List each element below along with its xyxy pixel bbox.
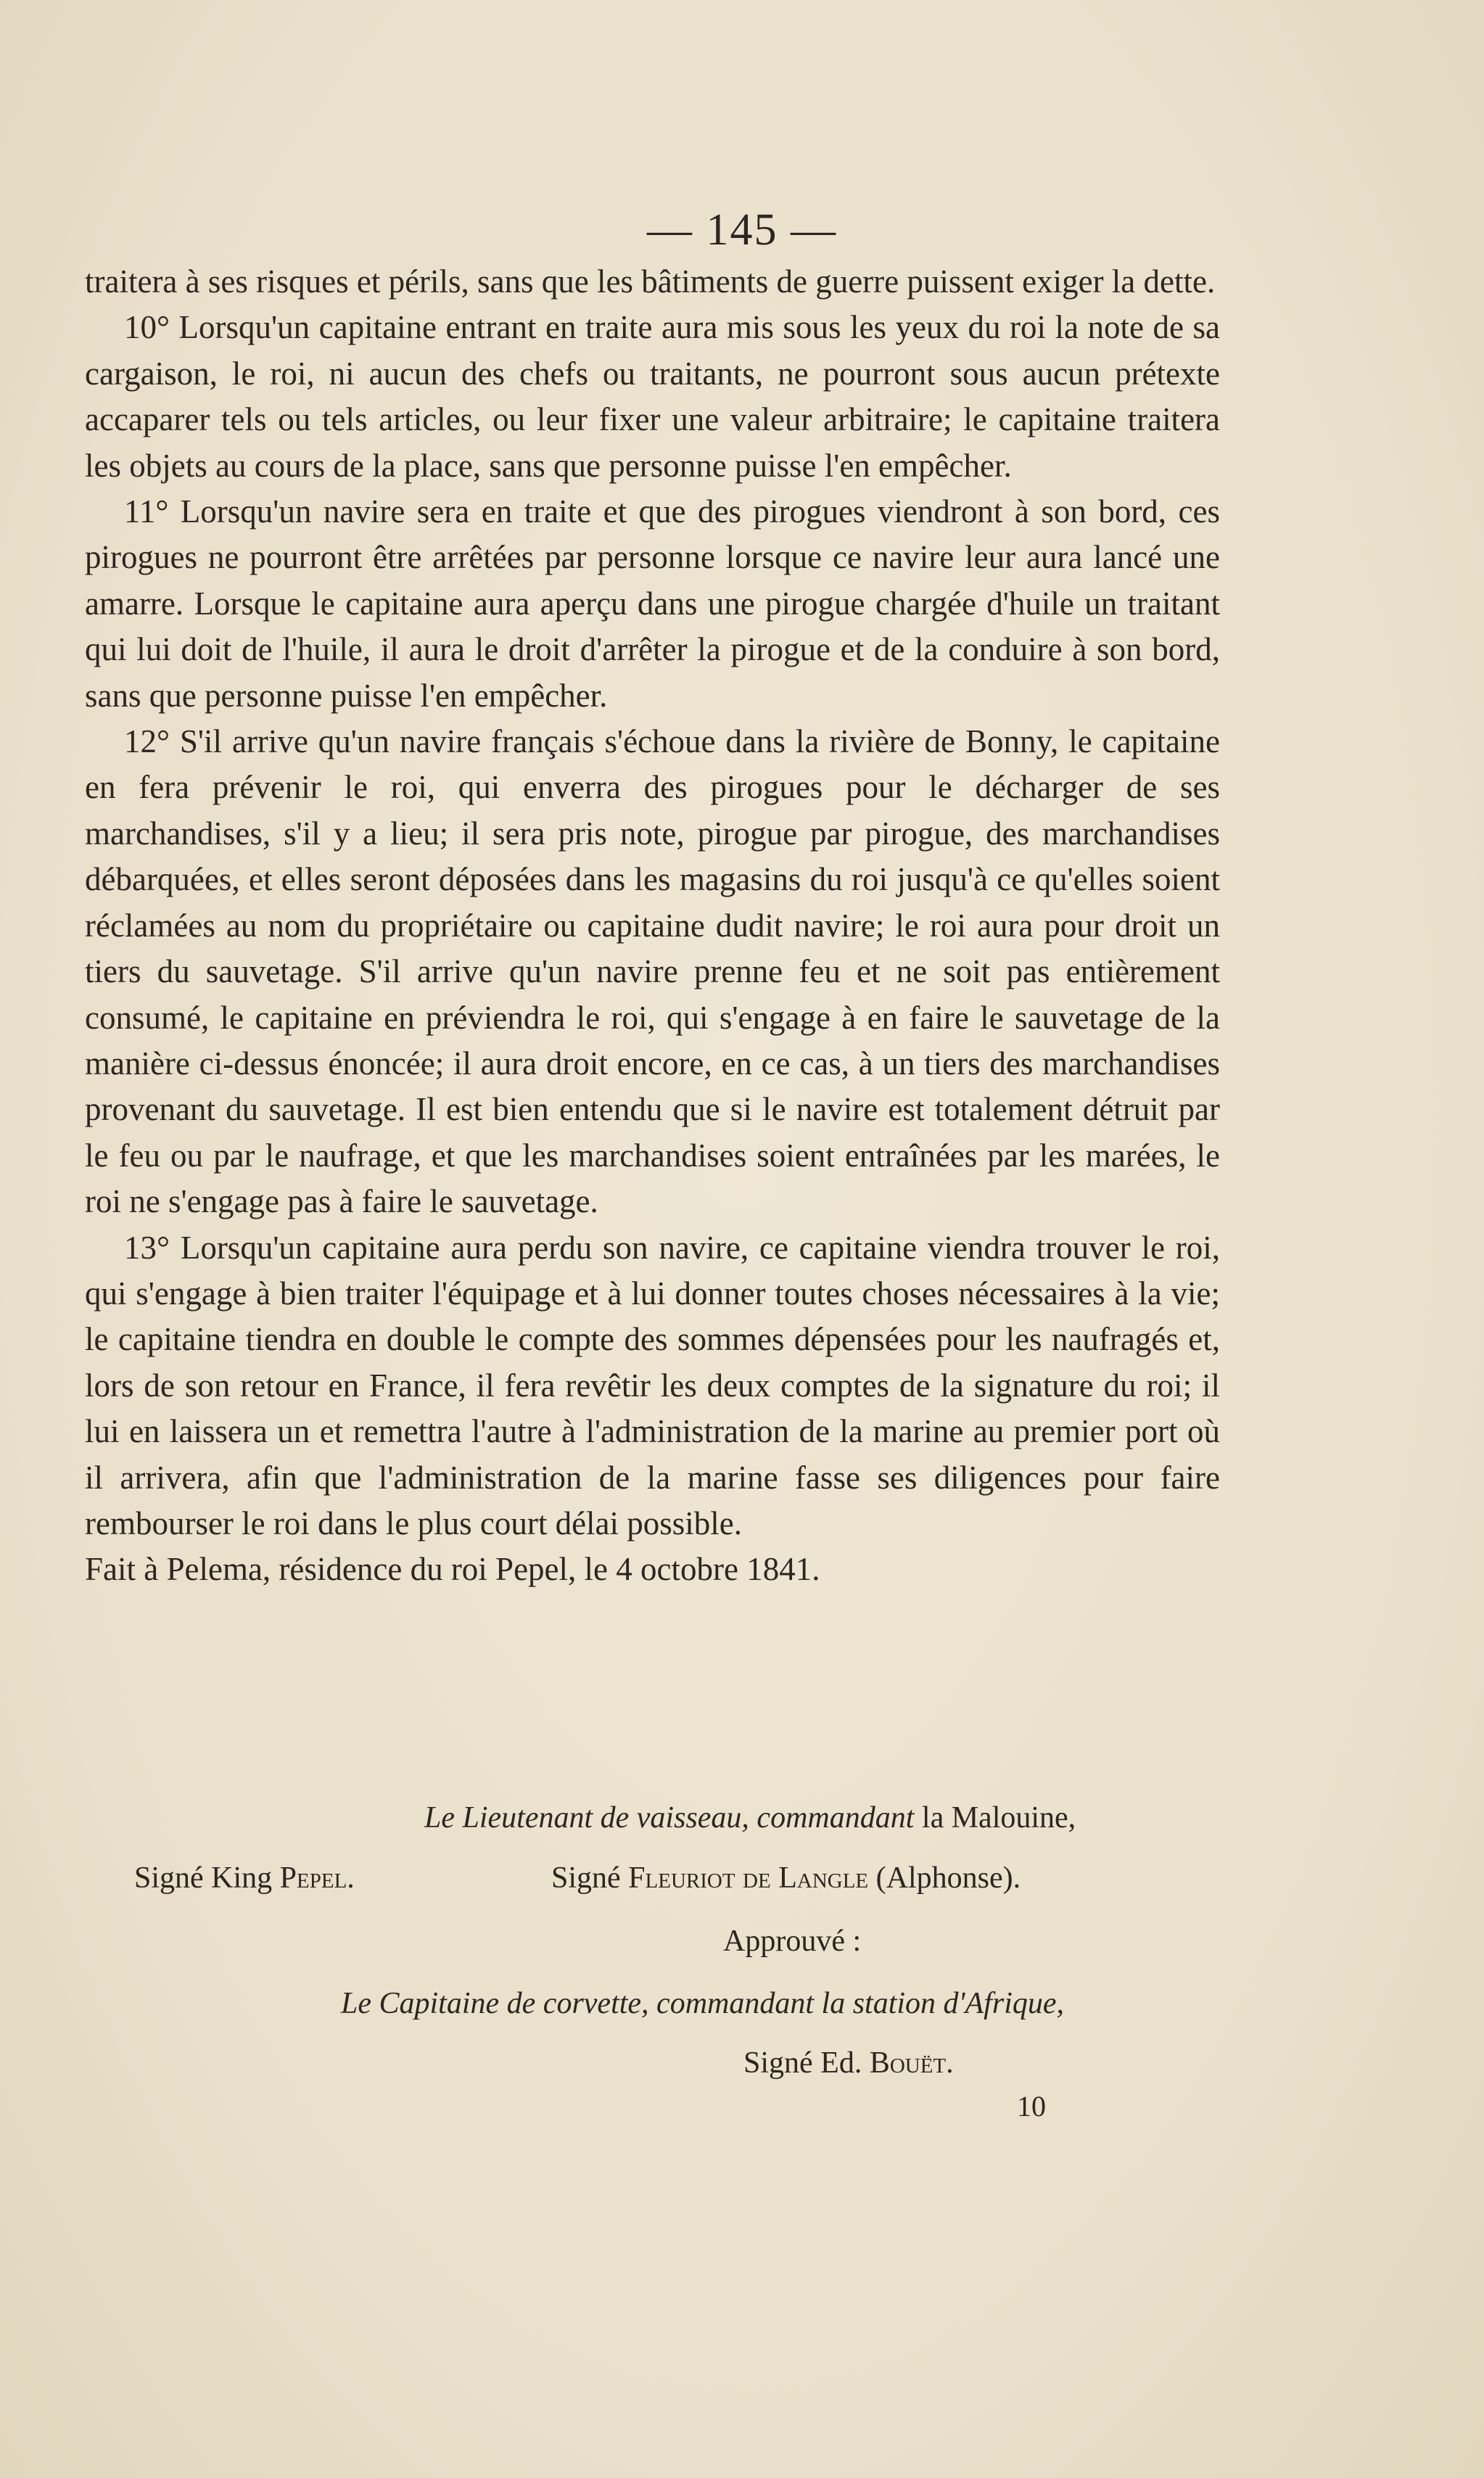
langle-name: Fleuriot de Langle [628, 1861, 869, 1895]
approved-label: Approuvé : [723, 1925, 862, 1958]
ship-name: la Malouine, [921, 1801, 1076, 1835]
captain-title-text: Le Capitaine de corvette, commandant la station d'Afrique, [341, 1987, 1065, 2020]
paragraph-continuation: traitera à ses risques et périls, sans que les bâtiments de guerre puissent exiger la dette. [85, 263, 1216, 300]
lieutenant-title-text: Le Lieutenant de vaisseau, commandant [424, 1801, 915, 1835]
paragraph-article-10: 10° Lorsqu'un capitaine entrant en traite aura mis sous les yeux du roi la note de sa cargaison, le roi, ni aucun des chefs ou traitants, ne pourront sous aucun prétexte accaparer tels ou tels articles, ou leur fixer une valeur arbitraire; le capitaine traitera les objets au cours de la place, sans que personne puisse l'en empêcher. [85, 309, 1220, 484]
paragraph-article-13: 13° Lorsqu'un capitaine aura perdu son navire, ce capitaine viendra trouver le roi, qui s'engage à bien traiter l'équipage et à lui donner toutes choses nécessaires à la vie; le capitaine tiendra en double le compte des sommes dépensées pour les naufragés et, lors de son retour en France, il fera revêtir les deux comptes de la signature du roi; il lui en laissera un et remettra l'autre à l'administration de la marine au premier port où il arrivera, afin que l'administration de la marine fasse ses diligences pour faire rembourser le roi dans le plus court délai possible. [85, 1229, 1220, 1541]
langle-prefix: Signé [551, 1861, 629, 1895]
paragraph-article-12: 12° S'il arrive qu'un navire français s'échoue dans la rivière de Bonny, le capitaine en fera prévenir le roi, qui enverra des pirogues pour le décharger de ses marchandises, s'il y a lieu; il sera pris note, pirogue par pirogue, des marchandises débarquées, et elles seront déposées dans les magasins du roi jusqu'à ce qu'elles soient réclamées au nom du propriétaire ou capitaine dudit navire; le roi aura pour droit un tiers du sauvetage. S'il arrive qu'un navire prenne feu et ne soit pas entièrement consumé, le capitaine en préviendra le roi, qui s'engage à en faire le sauvetage de la manière ci-dessus énoncée; il aura droit encore, en ce cas, à un tiers des marchandises provenant du sauvetage. Il est bien entendu que si le navire est totalement détruit par le feu ou par le naufrage, et que les marchandises soient entraînées par les marées, le roi ne s'engage pas à faire le sauvetage. [85, 723, 1220, 1220]
bouet-name: Bouët. [869, 2046, 954, 2080]
closing-line: Fait à Pelema, résidence du roi Pepel, le 4 octobre 1841. [85, 1551, 820, 1588]
signature-king [134, 1861, 355, 1895]
paragraph-article-11: 11° Lorsqu'un navire sera en traite et que des pirogues viendront à son bord, ces pirogues ne pourront être arrêtées par personne lorsque ce navire leur aura lancé une amarre. Lorsque le capitaine aura aperçu dans une pirogue chargée d'huile un traitant qui lui doit de l'huile, il aura le droit d'arrêter la pirogue et de la conduire à son bord, sans que personne puisse l'en empêcher. [85, 493, 1220, 714]
signature-bouet [743, 2046, 954, 2080]
king-prefix: Signé King [134, 1861, 280, 1895]
signature-mark: 10 [1017, 2090, 1046, 2123]
signature-langle [551, 1861, 1021, 1895]
body-text [85, 259, 1220, 1593]
lieutenant-title [424, 1800, 1076, 1835]
king-name: Pepel. [279, 1861, 355, 1895]
langle-suffix: (Alphonse). [868, 1861, 1021, 1895]
captain-title [341, 1986, 1064, 2021]
page-number: — 145 — [647, 205, 837, 255]
bouet-prefix: Signé Ed. [743, 2046, 870, 2080]
